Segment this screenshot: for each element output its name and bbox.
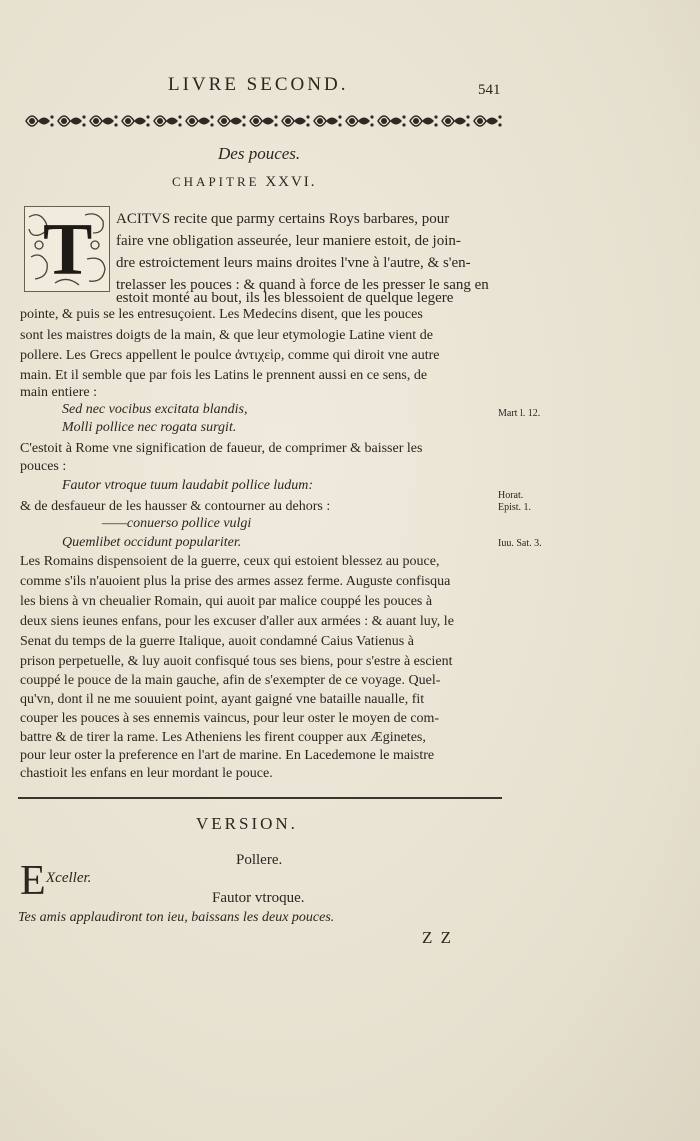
version-pollere: Pollere. xyxy=(236,852,283,868)
version-initial-E: E xyxy=(20,858,46,904)
verse3-line1: ——conuerso pollice vulgi xyxy=(102,516,252,531)
para4-line3: les biens à vn cheualier Romain, qui auoit par malice couppé les pouces à xyxy=(20,594,433,609)
signature-mark: Z Z xyxy=(422,928,454,947)
para4-line9: couper les pouces à ses ennemis vaincus, pour leur oster le moyen de com- xyxy=(20,711,440,726)
para4-line8: qu'vn, dont il ne me souuient point, ayant gaigné vne bataille naualle, fit xyxy=(20,692,425,707)
para4-line6: prison perpetuelle, & luy auoit confisqué tous ses biens, pour s'estre à escient xyxy=(20,654,453,669)
version-exceller: Xceller. xyxy=(46,870,92,886)
para4-line1: Les Romains dispensoient de la guerre, ceux qui estoient blessez au pouce, xyxy=(20,554,440,569)
para4-line12: chastioit les enfans en leur mordant le pouce. xyxy=(20,766,273,781)
para1-line10: main entiere : xyxy=(20,385,97,400)
para1-line5: estoit monté au bout, ils les blessoient de quelque legere xyxy=(116,290,454,306)
para1-line7: sont les maistres doigts de la main, & que leur etymologie Latine vient de xyxy=(20,328,433,343)
para1-line3: dre estroictement leurs mains droites l'vne à l'autre, & s'en- xyxy=(116,255,471,271)
para1-line9: main. Et il semble que par fois les Latins le prennent aussi en ce sens, de xyxy=(20,368,428,383)
divider-rule xyxy=(18,797,502,799)
para4-line5: Senat du temps de la guerre Italique, auoit condamné Caius Vatienus à xyxy=(20,634,414,649)
verse2: Fautor vtroque tuum laudabit pollice ludum: xyxy=(62,478,314,493)
para1-line1: ACITVS recite que parmy certains Roys barbares, pour xyxy=(116,211,450,227)
para4-line4: deux siens ieunes enfans, pour les excuser d'aller aux armées : & auant luy, le xyxy=(20,614,454,629)
para4-line10: battre & de tirer la rame. Les Atheniens les firent coupper aux Æginetes, xyxy=(20,730,426,745)
running-header: LIVRE SECOND. xyxy=(168,74,349,95)
margin-note-mart: Mart l. 12. xyxy=(498,408,541,419)
chapter-number: XXVI. xyxy=(265,174,317,190)
chapter-label: CHAPITRE xyxy=(172,174,260,189)
margin-note-epist: Epist. 1. xyxy=(498,502,532,513)
verse3-line2: Quemlibet occidunt populariter. xyxy=(62,535,242,550)
verse1-line2: Molli pollice nec rogata surgit. xyxy=(62,420,237,435)
para4-line11: pour leur oster la preference en l'art de marine. En Lacedemone le maistre xyxy=(20,748,435,763)
para3: & de desfaueur de les hausser & contourner au dehors : xyxy=(20,499,331,514)
para1-line4: trelasser les pouces : & quand à force de les presser le sang en xyxy=(116,277,489,293)
chapter-heading xyxy=(172,174,317,191)
para1-line6: pointe, & puis se les entresuçoient. Les Medecins disent, que les pouces xyxy=(20,307,423,322)
para1-line8: pollere. Les Grecs appellent le poulce ἀντιχεὶρ, comme qui diroit vne autre xyxy=(20,348,440,363)
para2-line1: C'estoit à Rome vne signification de faueur, de comprimer & baisser les xyxy=(20,441,423,456)
decorated-initial xyxy=(24,206,110,292)
version-title: VERSION. xyxy=(196,814,298,833)
initial-letter: T xyxy=(43,209,93,291)
margin-note-horat: Horat. xyxy=(498,490,524,501)
para4-line2: comme s'ils n'auoient plus la prise des armes assez ferme. Auguste confisqua xyxy=(20,574,451,589)
para2-line2: pouces : xyxy=(20,459,67,474)
ornament-band xyxy=(22,108,502,134)
section-title: Des pouces. xyxy=(218,144,301,163)
para1-line2: faire vne obligation asseurée, leur maniere estoit, de join- xyxy=(116,233,461,249)
verse1-line1: Sed nec vocibus excitata blandis, xyxy=(62,402,248,417)
margin-note-iuu: Iuu. Sat. 3. xyxy=(498,538,542,549)
version-translation: Tes amis applaudiront ton ieu, baissans les deux pouces. xyxy=(18,910,335,925)
para4-line7: couppé le pouce de la main gauche, afin de s'exempter de ce voyage. Quel- xyxy=(20,673,441,688)
version-fautor: Fautor vtroque. xyxy=(212,890,305,906)
page-number: 541 xyxy=(478,82,501,98)
